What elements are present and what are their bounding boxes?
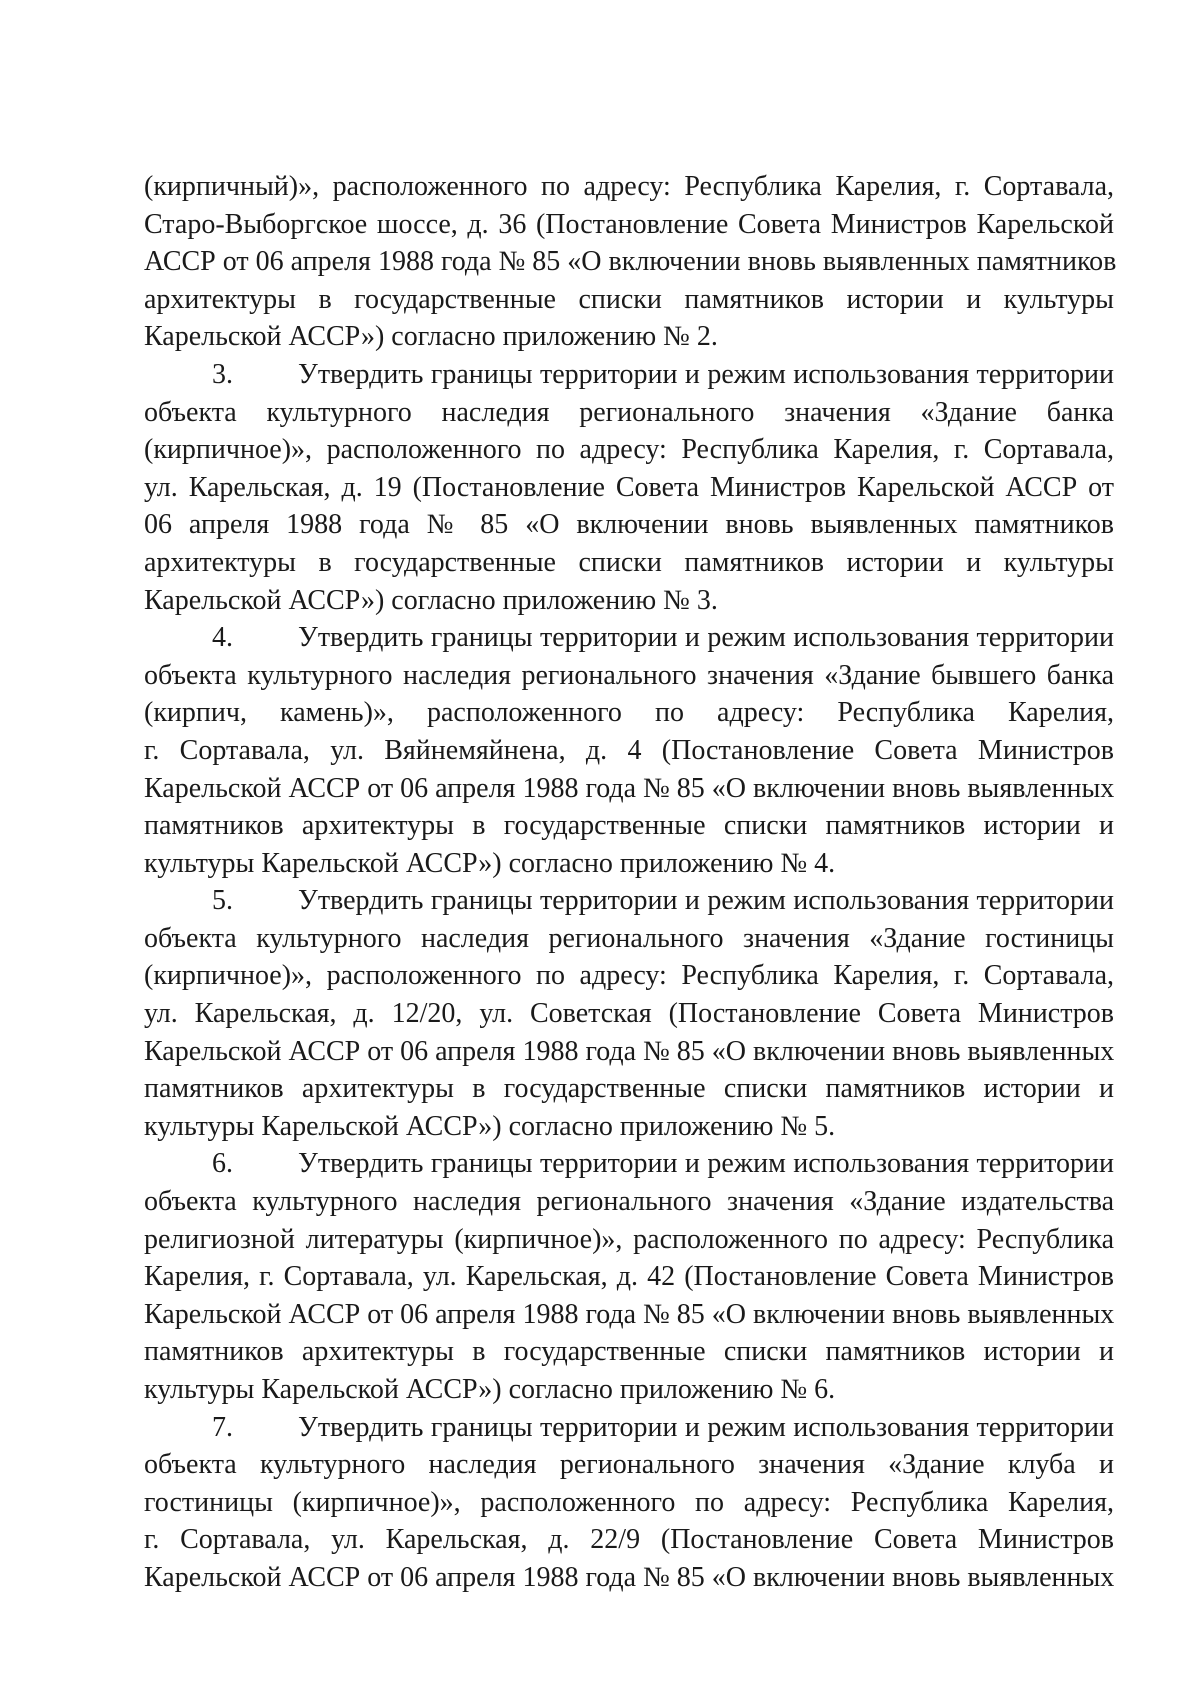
text-line: (кирпич, камень)», расположенного по адресу: Республика Карелия, xyxy=(144,697,1114,729)
text-line: г. Сортавала, ул. Вяйнемяйнена, д. 4 (Постановление Совета Министров xyxy=(144,734,1114,766)
text-line: АССР от 06 апреля 1988 года № 85 «О включении вновь выявленных памятников xyxy=(144,246,1117,278)
text-line: Утвердить границы территории и режим использования территории xyxy=(298,622,1114,654)
text-line: архитектуры в государственные списки памятников истории и культуры xyxy=(144,546,1114,578)
text-line: памятников архитектуры в государственные списки памятников истории и xyxy=(144,1336,1114,1368)
text-line: Карельской АССР») согласно приложению № 3. xyxy=(144,584,718,616)
text-line: объекта культурного наследия регионального значения «Здание банка xyxy=(144,396,1114,428)
text-line: (кирпичное)», расположенного по адресу: Республика Карелия, г. Сортавала, xyxy=(144,434,1114,466)
text-line: Утвердить границы территории и режим использования территории xyxy=(298,1148,1114,1180)
text-line: Карельской АССР от 06 апреля 1988 года № 85 «О включении вновь выявленных xyxy=(144,772,1115,804)
document-body xyxy=(144,168,1117,1597)
text-line: культуры Карельской АССР») согласно приложению № 6. xyxy=(144,1374,836,1405)
text-line: (кирпичное)», расположенного по адресу: Республика Карелия, г. Сортавала, xyxy=(144,960,1114,992)
item-5-paragraph xyxy=(144,882,1114,1145)
item-number: 5. xyxy=(212,885,233,917)
item-number: 3. xyxy=(212,358,233,390)
text-line: Утвердить границы территории и режим использования территории xyxy=(298,885,1114,917)
text-line: Карельской АССР») согласно приложению № 2. xyxy=(144,321,718,353)
text-line: ул. Карельская, д. 19 (Постановление Совета Министров Карельской АССР от xyxy=(144,471,1114,503)
text-line: ул. Карельская, д. 12/20, ул. Советская (Постановление Совета Министров xyxy=(144,998,1114,1030)
text-line: памятников архитектуры в государственные списки памятников истории и xyxy=(144,810,1114,842)
item-first-line xyxy=(144,1145,1114,1183)
item-first-line xyxy=(144,882,1114,920)
text-line: культуры Карельской АССР») согласно приложению № 4. xyxy=(144,847,836,879)
text-line: памятников архитектуры в государственные списки памятников истории и xyxy=(144,1073,1114,1105)
item-number: 4. xyxy=(212,622,233,654)
text-line: гостиницы (кирпичное)», расположенного по адресу: Республика Карелия, xyxy=(144,1486,1114,1518)
text-line: объекта культурного наследия регионального значения «Здание клуба и xyxy=(144,1449,1114,1481)
text-line: г. Сортавала, ул. Карельская, д. 22/9 (Постановление Совета Министров xyxy=(144,1524,1114,1556)
text-line: (кирпичный)», расположенного по адресу: Республика Карелия, г. Сортавала, xyxy=(144,171,1114,202)
text-line: объекта культурного наследия регионального значения «Здание издательства xyxy=(144,1186,1114,1218)
text-line: архитектуры в государственные списки памятников истории и культуры xyxy=(144,283,1114,315)
continuation-paragraph xyxy=(144,168,1117,356)
text-line: Старо-Выборгское шоссе, д. 36 (Постановление Совета Министров Карельской xyxy=(144,208,1114,240)
item-first-line xyxy=(144,1409,1114,1447)
text-line: Карельской АССР от 06 апреля 1988 года № 85 «О включении вновь выявленных xyxy=(144,1298,1115,1330)
item-3-paragraph xyxy=(144,356,1114,619)
item-first-line xyxy=(144,619,1114,657)
item-number: 6. xyxy=(212,1148,233,1180)
item-first-line xyxy=(144,356,1114,394)
text-line: религиозной литературы (кирпичное)», расположенного по адресу: Республика xyxy=(144,1223,1114,1255)
text-line: Карелия, г. Сортавала, ул. Карельская, д. 42 (Постановление Совета Министров xyxy=(144,1261,1114,1293)
item-4-paragraph xyxy=(144,619,1114,882)
text-line: культуры Карельской АССР») согласно приложению № 5. xyxy=(144,1110,836,1142)
item-7-paragraph xyxy=(144,1409,1114,1597)
text-line: 06 апреля 1988 года № 85 «О включении вновь выявленных памятников xyxy=(144,509,1114,541)
text-line: объекта культурного наследия регионального значения «Здание гостиницы xyxy=(144,922,1114,954)
item-number: 7. xyxy=(212,1411,233,1443)
text-line: объекта культурного наследия регионального значения «Здание бывшего банка xyxy=(144,659,1114,691)
text-line: Карельской АССР от 06 апреля 1988 года № 85 «О включении вновь выявленных xyxy=(144,1561,1115,1593)
item-6-paragraph xyxy=(144,1145,1114,1408)
text-line: Утвердить границы территории и режим использования территории xyxy=(298,1411,1114,1443)
text-line: Карельской АССР от 06 апреля 1988 года № 85 «О включении вновь выявленных xyxy=(144,1035,1115,1067)
text-line: Утвердить границы территории и режим использования территории xyxy=(298,358,1114,390)
